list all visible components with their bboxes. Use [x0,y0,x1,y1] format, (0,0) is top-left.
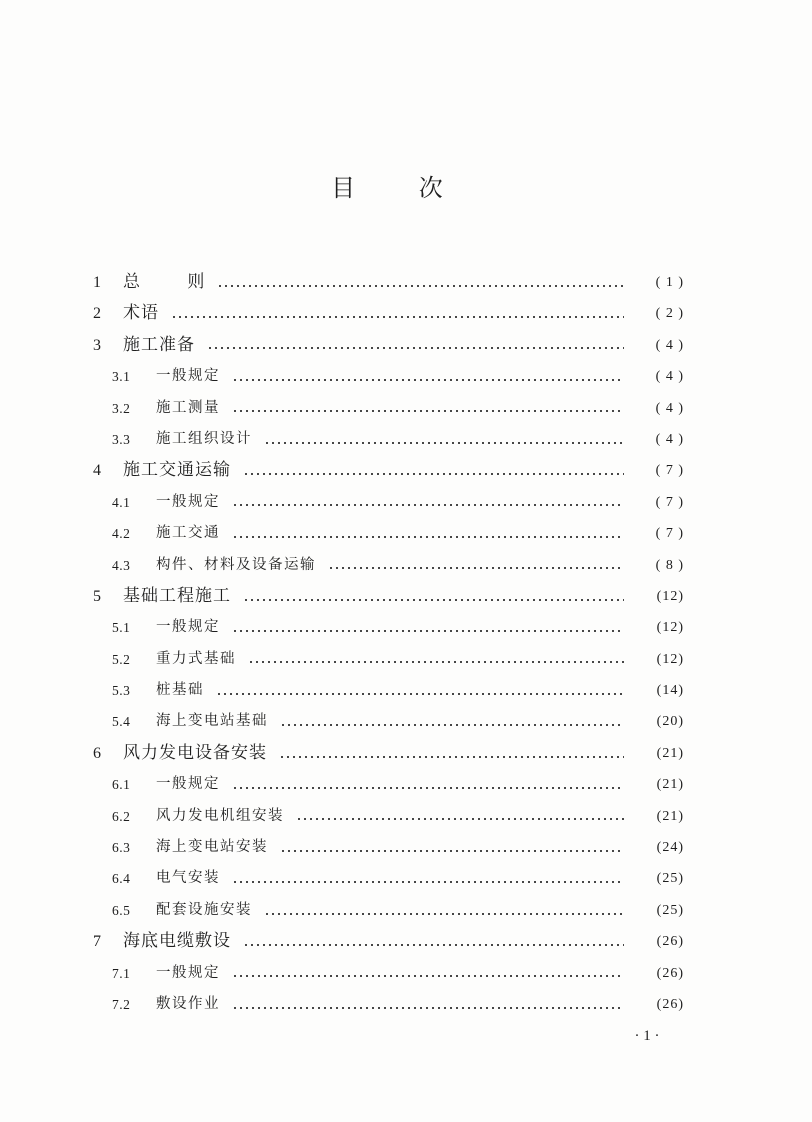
toc-entry-title: 电气安装 [156,870,220,887]
toc-entry-number: 5.3 [112,683,131,699]
toc-section-entry[interactable] [90,958,684,989]
page-title: 目 次 [331,174,445,202]
dot-leader [207,347,624,349]
toc-entry-page: (24) [656,840,684,856]
toc-entry-title: 施工交通 [156,525,220,542]
toc-entry-number: 5.2 [112,651,131,667]
toc-entry-title: 海上变电站安装 [156,839,268,856]
toc-entry-number: 6.5 [112,902,131,918]
dot-leader [232,975,624,977]
dot-leader [280,724,624,726]
toc-entry-page: (21) [656,777,684,793]
toc-entry-title: 施工准备 [123,334,195,355]
toc-entry-number: 5.4 [112,714,131,730]
toc-entry-title: 施工交通运输 [123,460,231,481]
toc-entry-page: ( 4 ) [655,400,684,416]
toc-entry-number: 2 [93,305,101,323]
toc-section-entry[interactable] [90,895,684,926]
toc-entry-number: 3 [93,336,101,354]
dot-leader [217,285,624,287]
toc-entry-title: 风力发电机组安装 [156,807,284,824]
toc-entry-title: 一般规定 [156,493,220,510]
toc-entry-number: 6.1 [112,777,131,793]
toc-entry-page: ( 4 ) [655,337,684,353]
toc-entry-page: ( 2 ) [655,306,684,322]
dot-leader [264,913,624,915]
toc-entry-number: 4.1 [112,494,131,510]
toc-section-entry[interactable] [90,644,684,675]
toc-entry-number: 4.3 [112,557,131,573]
toc-entry-number: 1 [93,274,101,291]
toc-section-entry[interactable] [90,487,684,518]
dot-leader [232,379,624,381]
toc-section-entry[interactable] [90,769,684,800]
toc-entry-page: (12) [656,651,684,667]
toc-entry-title: 一般规定 [156,619,220,636]
dot-leader [232,1007,624,1009]
toc-section-entry[interactable] [90,706,684,737]
toc-chapter-entry[interactable] [90,330,684,361]
dot-leader [171,316,624,318]
toc-entry-number: 7.1 [112,965,131,981]
toc-entry-title: 一般规定 [156,368,220,385]
dot-leader [232,536,624,538]
toc-chapter-entry[interactable] [90,298,684,329]
page-number: · 1 · [634,1028,660,1044]
toc-entry-number: 3.1 [112,369,131,385]
toc-entry-page: (20) [656,714,684,730]
toc-entry-page: (26) [656,996,684,1012]
dot-leader [280,850,624,852]
toc-chapter-entry[interactable] [90,926,684,957]
toc-entry-title: 海底电缆敷设 [123,931,231,952]
toc-entry-page: (21) [656,745,684,761]
toc-entry-number: 6.2 [112,808,131,824]
toc-section-entry[interactable] [90,675,684,706]
toc-section-entry[interactable] [90,801,684,832]
toc-entry-title: 一般规定 [156,776,220,793]
toc-entry-number: 4.2 [112,526,131,542]
toc-section-entry[interactable] [90,612,684,643]
toc-entry-number: 4 [93,462,101,480]
toc-chapter-entry[interactable] [90,455,684,486]
toc-entry-page: ( 7 ) [655,494,684,510]
toc-entry-number: 3.2 [112,400,131,416]
toc-section-entry[interactable] [90,863,684,894]
toc-entry-page: (25) [656,902,684,918]
toc-entry-title: 基础工程施工 [123,585,231,606]
dot-leader [216,693,624,695]
toc-chapter-entry[interactable] [90,738,684,769]
toc-entry-title: 桩基础 [156,682,204,699]
toc-entry-title: 施工测量 [156,399,220,416]
toc-entry-page: (21) [656,808,684,824]
dot-leader [232,787,624,789]
dot-leader [264,442,624,444]
toc-section-entry[interactable] [90,424,684,455]
toc-entry-page: (26) [656,965,684,981]
dot-leader [328,567,624,569]
toc-entry-page: (12) [656,588,684,604]
toc-section-entry[interactable] [90,518,684,549]
toc-section-entry[interactable] [90,393,684,424]
toc-entry-number: 6.3 [112,840,131,856]
dot-leader [232,504,624,506]
toc-section-entry[interactable] [90,550,684,581]
toc-entry-number: 7 [93,933,101,951]
toc-entry-number: 3.3 [112,431,131,447]
toc-entry-page: (12) [656,620,684,636]
toc-section-entry[interactable] [90,832,684,863]
toc-section-entry[interactable] [90,361,684,392]
toc-entry-page: ( 8 ) [655,557,684,573]
toc-entry-title: 敷设作业 [156,995,220,1012]
table-of-contents [90,267,684,1020]
toc-entry-number: 7.2 [112,996,131,1012]
dot-leader [248,661,624,663]
toc-section-entry[interactable] [90,989,684,1020]
toc-entry-title: 总 则 [123,272,206,292]
toc-entry-title: 构件、材料及设备运输 [156,556,316,573]
toc-entry-title: 海上变电站基础 [156,713,268,730]
toc-chapter-entry[interactable] [90,267,684,298]
toc-entry-title: 重力式基础 [156,650,236,667]
toc-entry-page: ( 4 ) [655,369,684,385]
toc-entry-title: 一般规定 [156,964,220,981]
dot-leader [232,881,624,883]
dot-leader [296,818,624,820]
toc-entry-number: 5.1 [112,620,131,636]
toc-entry-title: 术语 [123,303,159,324]
dot-leader [243,944,624,946]
dot-leader [232,630,624,632]
toc-entry-page: ( 7 ) [655,463,684,479]
toc-entry-number: 6 [93,744,101,762]
dot-leader [279,756,624,758]
toc-entry-number: 6.4 [112,871,131,887]
toc-entry-page: (25) [656,871,684,887]
toc-entry-page: ( 7 ) [655,526,684,542]
toc-entry-title: 风力发电设备安装 [123,742,267,763]
toc-entry-page: (26) [656,934,684,950]
dot-leader [243,599,624,601]
toc-entry-title: 配套设施安装 [156,901,252,918]
toc-entry-title: 施工组织设计 [156,430,252,447]
toc-entry-page: ( 1 ) [655,275,684,290]
toc-entry-page: (14) [656,683,684,699]
dot-leader [232,410,624,412]
dot-leader [243,473,624,475]
toc-entry-page: ( 4 ) [655,431,684,447]
toc-entry-number: 5 [93,587,101,605]
toc-chapter-entry[interactable] [90,581,684,612]
